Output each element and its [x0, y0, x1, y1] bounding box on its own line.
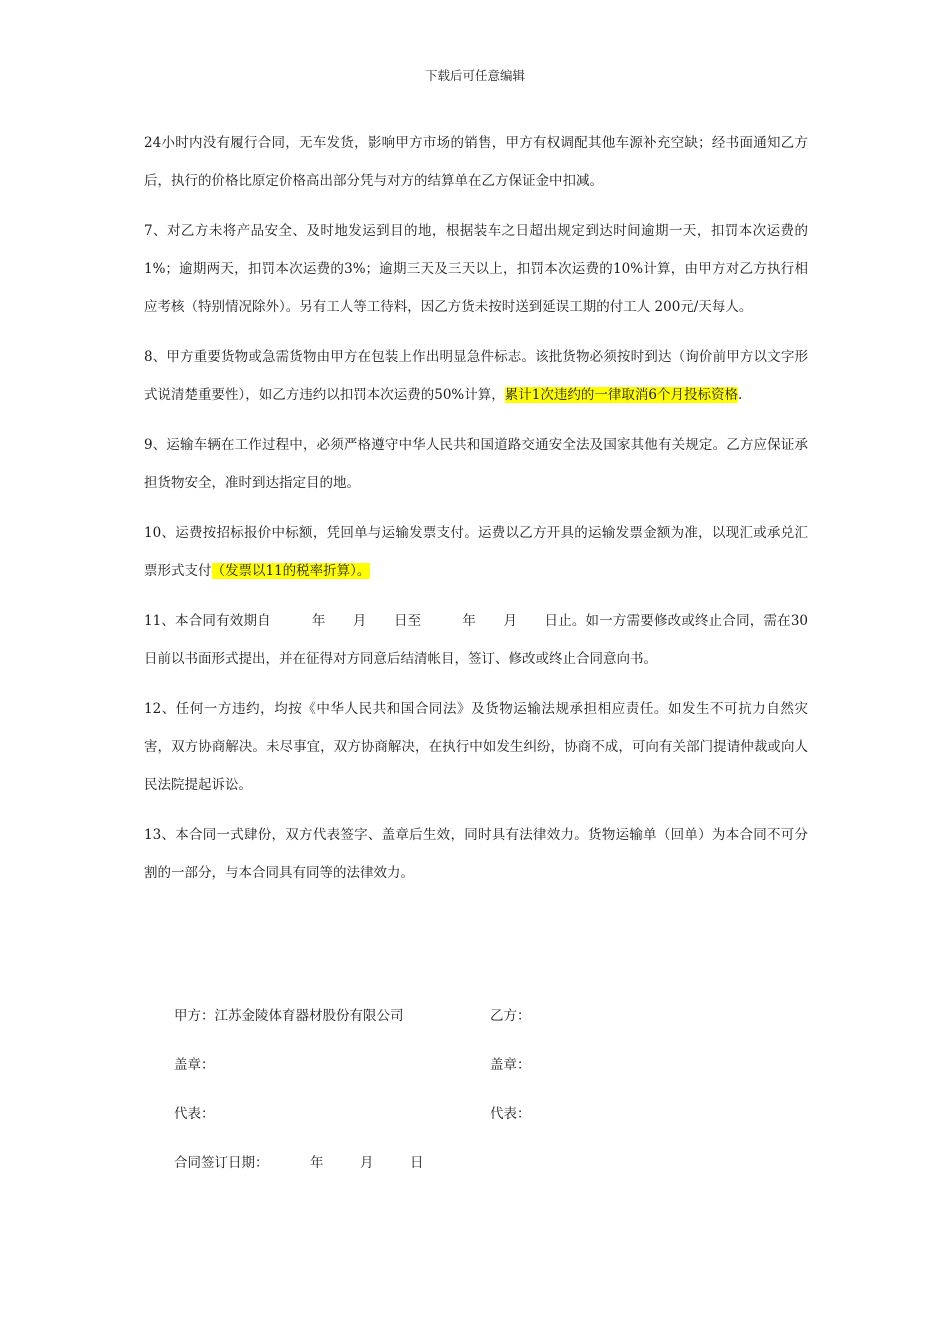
contract-body [144, 124, 808, 904]
date-year: 年 [310, 1155, 324, 1171]
date-month: 月 [360, 1155, 374, 1171]
signing-date-row [0, 1151, 950, 1175]
seal-b-label: 盖章： [490, 1057, 531, 1073]
paragraph-continuation: 24小时内没有履行合同，无车发货，影响甲方市场的销售，甲方有权调配其他车源补充空缺；经书面通知乙方后，执行的价格比原定价格高出部分凭与对方的结算单在乙方保证金中扣减。 [144, 135, 808, 189]
clause-7: 7、对乙方未将产品安全、及时地发运到目的地，根据装车之日超出规定到达时间逾期一天，扣罚本次运费的1%；逾期两天，扣罚本次运费的3%；逾期三天及三天以上，扣罚本次运费的10%计算，由甲方对乙方执行相应考核（特别情况除外）。另有工人等工待料，因乙方货未按时送到延误工期的付工人 200元/天每人。 [144, 223, 808, 315]
clause-11: 11、本合同有效期自 年 月 日至 年 月 日止。如一方需要修改或终止合同，需在30日前以书面形式提出，并在征得对方同意后结清帐目，签订、修改或终止合同意向书。 [144, 613, 808, 667]
clause-10-text: 10、运费按招标报价中标额，凭回单与运输发票支付。运费以乙方开具的运输发票金额为准，以现汇或承兑汇票形式支付 [144, 525, 808, 579]
clause-9: 9、运输车辆在工作过程中，必须严格遵守中华人民共和国道路交通安全法及国家其他有关规定。乙方应保证承担货物安全，准时到达指定目的地。 [144, 437, 808, 491]
rep-a-label: 代表： [174, 1106, 215, 1122]
signature-representative-row [0, 1102, 950, 1126]
clause-8-highlight: 累计1次违约的一律取消6个月投标资格 [504, 387, 738, 403]
seal-a-label: 盖章： [174, 1057, 215, 1073]
clause-8 [144, 338, 808, 414]
signing-date-label: 合同签订日期： [174, 1155, 269, 1171]
clause-10 [144, 514, 808, 590]
rep-b-label: 代表： [490, 1106, 531, 1122]
date-day: 日 [410, 1155, 424, 1171]
party-b-label: 乙方： [490, 1008, 531, 1024]
page-header: 下载后可任意编辑 [424, 68, 525, 83]
clause-8-text: 8、甲方重要货物或急需货物由甲方在包装上作出明显急件标志。该批货物必须按时到达（询价前甲方以文字形式说清楚重要性），如乙方违约以扣罚本次运费的50%计算， [144, 349, 808, 403]
signature-party-row [0, 1004, 950, 1028]
clause-12: 12、任何一方违约，均按《中华人民共和国合同法》及货物运输法规承担相应责任。如发生不可抗力自然灾害，双方协商解决。未尽事宜，双方协商解决，在执行中如发生纠纷，协商不成，可向有关部门提请仲裁或向人民法院提起诉讼。 [144, 701, 808, 793]
signature-seal-row [0, 1053, 950, 1077]
clause-13: 13、本合同一式肆份，双方代表签字、盖章后生效，同时具有法律效力。货物运输单（回单）为本合同不可分割的一部分，与本合同具有同等的法律效力。 [144, 827, 808, 881]
clause-10-highlight: （发票以11的税率折算）。 [211, 563, 371, 579]
clause-8-end: . [737, 387, 743, 403]
party-a-label: 甲方：江苏金陵体育器材股份有限公司 [174, 1008, 404, 1024]
